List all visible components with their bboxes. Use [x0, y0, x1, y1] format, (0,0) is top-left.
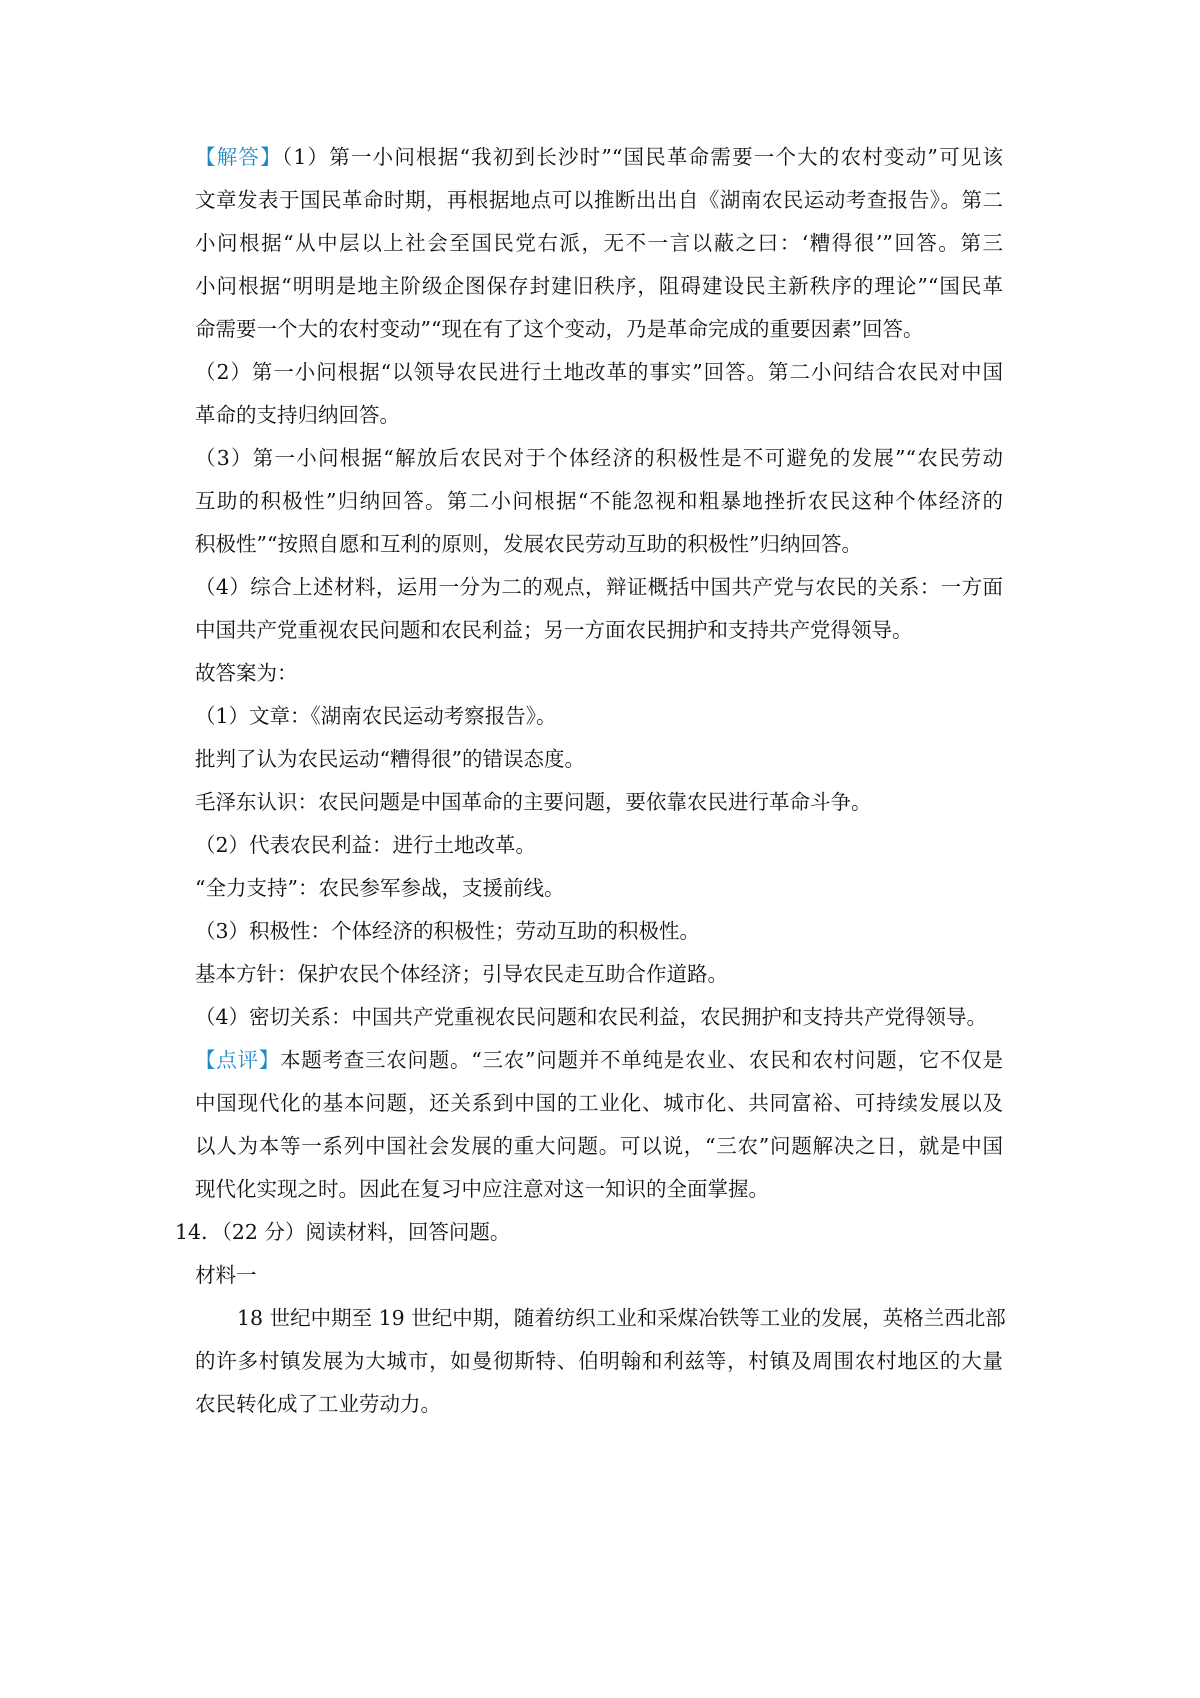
answer-tag: 【解答】 — [195, 145, 282, 169]
answer-line-10: 积极性”“按照自愿和互利的原则，发展农民劳动互助的积极性”归纳回答。 — [195, 532, 862, 556]
material-line-2: 的许多村镇发展为大城市，如曼彻斯特、伯明翰和利兹等，村镇及周围农村地区的大量 — [195, 1349, 1003, 1373]
answer-line-13: 故答案为： — [195, 661, 298, 685]
material-line-3: 农民转化成了工业劳动力。 — [195, 1392, 441, 1416]
answer-line-18: “全力支持”：农民参军参战，支援前线。 — [195, 876, 565, 900]
answer-line-8: （3）第一小问根据“解放后农民对于个体经济的积极性是不可避免的发展”“农民劳动 — [195, 446, 1003, 470]
answer-line-6: （2）第一小问根据“以领导农民进行土地改革的事实”回答。第二小问结合农民对中国 — [195, 360, 1003, 384]
answer-line-20: 基本方针：保护农民个体经济；引导农民走互助合作道路。 — [195, 962, 728, 986]
answer-line-4: 小问根据“明明是地主阶级企图保存封建旧秩序，阻碍建设民主新秩序的理论”“国民革 — [195, 274, 1003, 298]
answer-line-19: （3）积极性：个体经济的积极性；劳动互助的积极性。 — [195, 919, 701, 943]
answer-line-15: 批判了认为农民运动“糟得很”的错误态度。 — [195, 747, 585, 771]
question-14-header: 14．（22 分）阅读材料，回答问题。 — [175, 1220, 511, 1244]
answer-line-1 — [195, 143, 1003, 171]
answer-line-11: （4）综合上述材料，运用一分为二的观点，辩证概括中国共产党与农民的关系：一方面 — [195, 575, 1003, 599]
answer-line-7: 革命的支持归纳回答。 — [195, 403, 400, 427]
answer-line-16: 毛泽东认识：农民问题是中国革命的主要问题，要依靠农民进行革命斗争。 — [195, 790, 872, 814]
answer-line-12: 中国共产党重视农民问题和农民利益；另一方面农民拥护和支持共产党得领导。 — [195, 618, 913, 642]
answer-line-21: （4）密切关系：中国共产党重视农民问题和农民利益，农民拥护和支持共产党得领导。 — [195, 1005, 988, 1029]
comment-tag: 【点评】 — [195, 1048, 281, 1072]
answer-line-9: 互助的积极性”归纳回答。第二小问根据“不能忽视和粗暴地挫折农民这种个体经济的 — [195, 489, 1003, 513]
comment-line-1 — [195, 1046, 1003, 1074]
comment-line-2: 中国现代化的基本问题，还关系到中国的工业化、城市化、共同富裕、可持续发展以及 — [195, 1091, 1003, 1115]
material-label: 材料一 — [195, 1263, 257, 1287]
comment-text-1: 本题考查三农问题。“三农”问题并不单纯是农业、农民和农村问题，它不仅是 — [280, 1048, 1004, 1072]
comment-line-4: 现代化实现之时。因此在复习中应注意对这一知识的全面掌握。 — [195, 1177, 769, 1201]
answer-line-3: 小问根据“从中层以上社会至国民党右派，无不一言以蔽之曰：‘糟得很’”回答。第三 — [195, 231, 1003, 255]
comment-line-3: 以人为本等一系列中国社会发展的重大问题。可以说，“三农”问题解决之日，就是中国 — [195, 1134, 1003, 1158]
answer-text-1: （1）第一小问根据“我初到长沙时”“国民革命需要一个大的农村变动”可见该 — [281, 145, 1004, 169]
material-line-1: 18 世纪中期至 19 世纪中期，随着纺织工业和采煤冶铁等工业的发展，英格兰西北部 — [237, 1306, 1006, 1330]
answer-line-2: 文章发表于国民革命时期，再根据地点可以推断出出自《湖南农民运动考查报告》。第二 — [195, 188, 1003, 212]
answer-line-14: （1）文章：《湖南农民运动考察报告》。 — [195, 704, 557, 728]
answer-line-17: （2）代表农民利益：进行土地改革。 — [195, 833, 537, 857]
answer-line-5: 命需要一个大的农村变动”“现在有了这个变动，乃是革命完成的重要因素”回答。 — [195, 317, 924, 341]
